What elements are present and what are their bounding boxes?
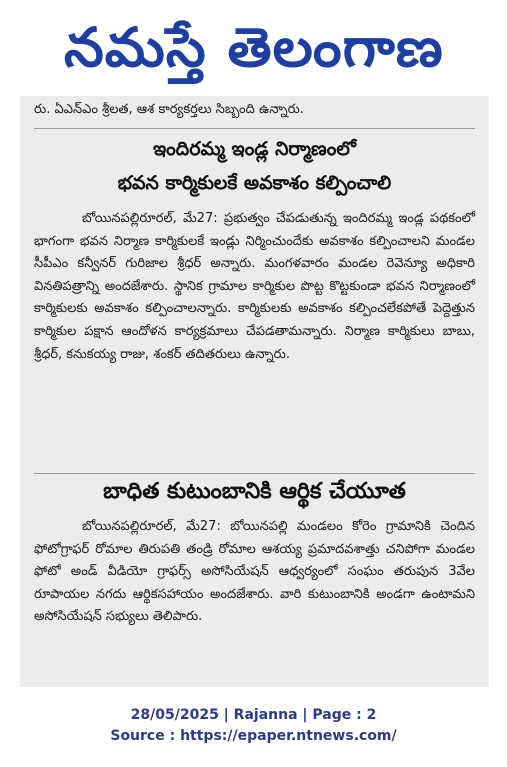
clipping-panel bbox=[20, 96, 489, 687]
source-link[interactable]: Source : https://epaper.ntnews.com/ bbox=[110, 728, 397, 744]
masthead bbox=[0, 0, 507, 96]
story1-headline-line1: ఇందిరమ్మ ఇండ్ల నిర్మాణంలో bbox=[153, 138, 356, 160]
newspaper-title: నమస్తే తెలంగాణ bbox=[63, 16, 444, 79]
story2-headline: బాధిత కుటుంబానికి ఆర్థిక చేయూత bbox=[103, 479, 406, 504]
dateline: 28/05/2025 | Rajanna | Page : 2 bbox=[130, 707, 377, 723]
story2-body: బోయినపల్లిరూరల్, మే27: బోయినపల్లి మండలం కోరెం గ్రామానికి చెందిన ఫోటోగ్రాఫర్ రోమాల తిరుపతి తండ్రి రోమాల ఆశయ్య ప్రమాదవశాత్తు చనిపోగా మండల ఫోటో అండ్ వీడియో గ్రాఫర్స్ అసోసియేషన్ ఆధ్వర్యంలో సంఘం తరుపున 3వేల రూపాయల నగదు ఆర్థికసహాయం అందజేశారు. వారి కుటుంబానికి అండగా ఉంటామని అసోసియేషన్ సభ్యులు తెలిపారు. bbox=[34, 519, 475, 625]
carryover-line: రు. ఏఎన్ఎం శ్రీలత, ఆశ కార్యకర్తలు సిబ్బంది ఉన్నారు. bbox=[34, 102, 304, 117]
divider bbox=[34, 128, 475, 129]
story1-headline-line2: భవన కార్మికులకే అవకాశం కల్పించాలి bbox=[117, 172, 392, 194]
story1-body: బోయినపల్లిరూరల్, మే27: ప్రభుత్వం చేపడుతున్న ఇందిరమ్మ ఇండ్ల పథకంలో భాగంగా భవన నిర్మాణ కార్మికులకే ఇండ్లు నిర్మించుందేకు అవకాశం కల్పించాలని మండల సీపీఎం కన్వీనర్ గురిజాల శ్రీధర్ అన్నారు. మంగళవారం మండల రెవెన్యూ అధికారి వినతిపత్రాన్ని అందజేశారు. స్థానిక గ్రామాల కార్మికుల పొట్ట కొట్టకుండా భవన నిర్మాణంలో కార్మికులకు అవకాశం కల్పించాలన్నారు. కార్మికులకు అవకాశం కల్పించలేకపోతే పెద్దెత్తున కార్మికుల పక్షాన ఆందోళన కార్యక్రమాలు చేపడతామన్నారు. నిర్మాణ కార్మికులు బాబు, శ్రీధర్, కనుకయ్య రాజు, శంకర్ తదితరులు ఉన్నారు. bbox=[34, 211, 475, 362]
